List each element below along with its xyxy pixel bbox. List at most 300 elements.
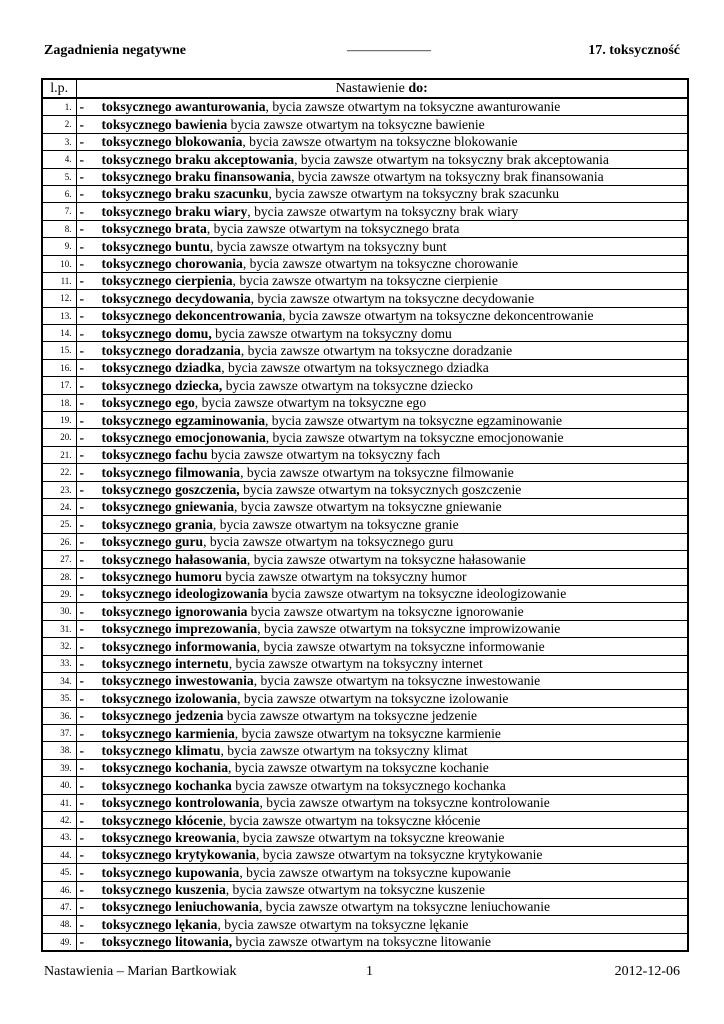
row-dash: - xyxy=(79,186,85,202)
row-entry xyxy=(76,446,688,463)
row-number: 4. xyxy=(42,151,76,168)
row-number: 45. xyxy=(42,864,76,881)
footer-author: Nastawienia – Marian Bartkowiak xyxy=(44,964,237,979)
table-row xyxy=(42,881,688,898)
row-bold-term: toksycznego brata xyxy=(101,221,207,237)
table-row xyxy=(42,116,688,133)
table-row xyxy=(42,498,688,515)
row-description: , bycia zawsze otwartym na toksycznego guru xyxy=(203,534,454,550)
row-number: 14. xyxy=(42,325,76,342)
row-number: 39. xyxy=(42,759,76,776)
row-description: , bycia zawsze otwartym na toksyczny internet xyxy=(228,655,483,671)
row-description: bycia zawsze otwartym na toksyczne ignorowanie xyxy=(247,603,524,619)
row-number: 24. xyxy=(42,498,76,515)
table-row xyxy=(42,516,688,533)
row-dash: - xyxy=(79,864,85,880)
row-entry xyxy=(76,568,688,585)
row-entry xyxy=(76,725,688,742)
row-dash: - xyxy=(79,482,85,498)
row-entry xyxy=(76,116,688,133)
row-number: 34. xyxy=(42,672,76,689)
row-dash: - xyxy=(79,725,85,741)
row-dash: - xyxy=(79,899,85,915)
column-header-attitude-prefix: Nastawienie xyxy=(335,80,409,96)
row-number: 2. xyxy=(42,116,76,133)
row-description: , bycia zawsze otwartym na toksyczne awanturowanie xyxy=(265,99,561,115)
row-dash: - xyxy=(79,777,85,793)
row-dash: - xyxy=(79,847,85,863)
table-row xyxy=(42,185,688,202)
table-row xyxy=(42,759,688,776)
table-row xyxy=(42,151,688,168)
row-number: 43. xyxy=(42,829,76,846)
row-number: 19. xyxy=(42,412,76,429)
row-number: 47. xyxy=(42,898,76,915)
row-description: , bycia zawsze otwartym na toksyczne dekoncentrowanie xyxy=(282,308,594,324)
row-bold-term: toksycznego kupowania xyxy=(101,864,240,880)
row-bold-term: toksycznego informowania xyxy=(101,638,257,654)
row-entry xyxy=(76,864,688,881)
row-description: , bycia zawsze otwartym na toksyczne lękanie xyxy=(217,916,469,932)
row-entry xyxy=(76,620,688,637)
table-row xyxy=(42,568,688,585)
header-topic-title: 17. toksyczność xyxy=(588,43,680,58)
table-row xyxy=(42,429,688,446)
row-bold-term: toksycznego gniewania xyxy=(101,499,235,515)
row-entry xyxy=(76,638,688,655)
row-number: 5. xyxy=(42,168,76,185)
row-dash: - xyxy=(79,342,85,358)
row-description: , bycia zawsze otwartym na toksyczny brak wiary xyxy=(247,203,519,219)
row-dash: - xyxy=(79,586,85,602)
row-dash: - xyxy=(79,690,85,706)
row-number: 21. xyxy=(42,446,76,463)
table-row xyxy=(42,742,688,759)
row-bold-term: toksycznego braku finansowania xyxy=(101,169,292,185)
row-bold-term: toksycznego fachu xyxy=(101,447,208,463)
row-dash: - xyxy=(79,760,85,776)
row-bold-term: toksycznego kochanka xyxy=(101,777,232,793)
row-description: , bycia zawsze otwartym na toksyczne doradzanie xyxy=(240,342,513,358)
row-description: , bycia zawsze otwartym na toksyczne kłócenie xyxy=(222,812,481,828)
table-row xyxy=(42,133,688,150)
row-description: , bycia zawsze otwartym na toksyczny brak akceptowania xyxy=(294,151,609,167)
row-description: bycia zawsze otwartym na toksyczne ideologizowanie xyxy=(268,586,567,602)
row-number: 13. xyxy=(42,307,76,324)
footer-page-number: 1 xyxy=(366,964,373,979)
row-description: bycia zawsze otwartym na toksyczny humor xyxy=(221,569,467,585)
row-dash: - xyxy=(79,308,85,324)
row-bold-term: toksycznego dekoncentrowania xyxy=(101,308,283,324)
row-number: 12. xyxy=(42,290,76,307)
table-row xyxy=(42,655,688,672)
column-header-attitude xyxy=(76,79,688,98)
row-number: 44. xyxy=(42,846,76,863)
row-description: , bycia zawsze otwartym na toksyczne kochanie xyxy=(228,760,489,776)
row-bold-term: toksycznego braku wiary xyxy=(101,203,248,219)
row-entry xyxy=(76,342,688,359)
row-entry xyxy=(76,516,688,533)
row-bold-term: toksycznego kuszenia xyxy=(101,882,226,898)
row-entry xyxy=(76,151,688,168)
table-row xyxy=(42,98,688,116)
row-dash: - xyxy=(79,742,85,758)
table-row xyxy=(42,446,688,463)
row-number: 41. xyxy=(42,794,76,811)
row-entry xyxy=(76,916,688,933)
row-bold-term: toksycznego emocjonowania xyxy=(101,429,266,445)
table-row xyxy=(42,325,688,342)
table-row xyxy=(42,812,688,829)
row-dash: - xyxy=(79,221,85,237)
row-dash: - xyxy=(79,655,85,671)
row-description: , bycia zawsze otwartym na toksyczny brak finansowania xyxy=(291,169,604,185)
row-description: , bycia zawsze otwartym na toksyczne chorowanie xyxy=(242,256,519,271)
row-dash: - xyxy=(79,429,85,445)
table-row xyxy=(42,464,688,481)
row-entry xyxy=(76,551,688,568)
row-description: , bycia zawsze otwartym na toksyczne decydowanie xyxy=(250,290,535,306)
row-bold-term: toksycznego ignorowania xyxy=(101,603,248,619)
row-dash: - xyxy=(79,377,85,393)
row-bold-term: toksycznego karmienia xyxy=(101,725,235,741)
row-description: , bycia zawsze otwartym na toksyczne kuszenie xyxy=(225,882,486,898)
row-description: , bycia zawsze otwartym na toksyczne egzaminowanie xyxy=(265,412,563,428)
row-description: bycia zawsze otwartym na toksycznego kochanka xyxy=(231,777,506,793)
table-row xyxy=(42,481,688,498)
row-bold-term: toksycznego bawienia xyxy=(101,116,228,132)
row-bold-term: toksycznego hałasowania xyxy=(101,551,247,567)
row-dash: - xyxy=(79,569,85,585)
row-entry xyxy=(76,377,688,394)
row-entry xyxy=(76,759,688,776)
row-number: 32. xyxy=(42,638,76,655)
row-description: bycia zawsze otwartym na toksyczne litowanie xyxy=(232,934,492,950)
row-dash: - xyxy=(79,464,85,480)
table-row xyxy=(42,290,688,307)
row-dash: - xyxy=(79,256,85,271)
table-row xyxy=(42,829,688,846)
row-number: 10. xyxy=(42,255,76,272)
row-dash: - xyxy=(79,238,85,254)
table-body xyxy=(42,98,688,951)
row-number: 35. xyxy=(42,690,76,707)
row-bold-term: toksycznego inwestowania xyxy=(101,673,254,689)
table-row xyxy=(42,690,688,707)
row-number: 29. xyxy=(42,585,76,602)
row-entry xyxy=(76,672,688,689)
row-description: , bycia zawsze otwartym na toksyczne cierpienie xyxy=(232,273,498,289)
row-dash: - xyxy=(79,621,85,637)
column-header-number: l.p. xyxy=(42,79,76,98)
row-description: , bycia zawsze otwartym na toksyczne filmowanie xyxy=(240,464,514,480)
row-number: 15. xyxy=(42,342,76,359)
row-description: , bycia zawsze otwartym na toksyczne granie xyxy=(212,516,459,532)
row-bold-term: toksycznego filmowania xyxy=(101,464,241,480)
row-dash: - xyxy=(79,829,85,845)
row-bold-term: toksycznego leniuchowania xyxy=(101,899,259,915)
row-number: 22. xyxy=(42,464,76,481)
row-dash: - xyxy=(79,551,85,567)
row-dash: - xyxy=(79,708,85,724)
table-row xyxy=(42,585,688,602)
page-header xyxy=(44,43,680,61)
row-dash: - xyxy=(79,516,85,532)
row-bold-term: toksycznego awanturowania xyxy=(101,99,266,115)
row-entry xyxy=(76,464,688,481)
row-description: , bycia zawsze otwartym na toksyczne informowanie xyxy=(256,638,545,654)
row-dash: - xyxy=(79,325,85,341)
row-entry xyxy=(76,238,688,255)
table-row xyxy=(42,898,688,915)
table-header-row xyxy=(42,79,688,98)
row-entry xyxy=(76,829,688,846)
row-number: 23. xyxy=(42,481,76,498)
row-bold-term: toksycznego jedzenia xyxy=(101,708,224,724)
row-entry xyxy=(76,185,688,202)
row-description: , bycia zawsze otwartym na toksyczne leniuchowanie xyxy=(258,899,551,915)
row-dash: - xyxy=(79,882,85,898)
row-entry xyxy=(76,325,688,342)
row-number: 40. xyxy=(42,777,76,794)
row-description: , bycia zawsze otwartym na toksyczne kupowanie xyxy=(239,864,511,880)
row-entry xyxy=(76,255,688,272)
row-number: 20. xyxy=(42,429,76,446)
row-entry xyxy=(76,359,688,376)
row-bold-term: toksycznego dziadka xyxy=(101,360,222,376)
row-bold-term: toksycznego klimatu xyxy=(101,742,221,758)
row-entry xyxy=(76,690,688,707)
row-number: 17. xyxy=(42,377,76,394)
row-dash: - xyxy=(79,395,85,411)
row-entry xyxy=(76,533,688,550)
row-description: , bycia zawsze otwartym na toksyczny bunt xyxy=(209,238,447,254)
row-number: 38. xyxy=(42,742,76,759)
table-row xyxy=(42,342,688,359)
table-row xyxy=(42,916,688,933)
row-dash: - xyxy=(79,934,85,950)
row-bold-term: toksycznego decydowania xyxy=(101,290,251,306)
row-entry xyxy=(76,777,688,794)
row-dash: - xyxy=(79,169,85,185)
row-dash: - xyxy=(79,99,85,115)
row-number: 48. xyxy=(42,916,76,933)
row-bold-term: toksycznego izolowania xyxy=(101,690,238,706)
header-section-title: Zagadnienia negatywne xyxy=(44,43,186,58)
row-entry xyxy=(76,133,688,150)
row-bold-term: toksycznego humoru xyxy=(101,569,222,585)
row-dash: - xyxy=(79,673,85,689)
table-row xyxy=(42,846,688,863)
row-description: bycia zawsze otwartym na toksyczny fach xyxy=(207,447,441,463)
table-row xyxy=(42,220,688,237)
row-number: 28. xyxy=(42,568,76,585)
row-entry xyxy=(76,412,688,429)
row-description: , bycia zawsze otwartym na toksyczne kreowanie xyxy=(236,829,505,845)
table-row xyxy=(42,725,688,742)
table-row xyxy=(42,638,688,655)
row-number: 42. xyxy=(42,812,76,829)
row-number: 46. xyxy=(42,881,76,898)
row-number: 9. xyxy=(42,238,76,255)
row-dash: - xyxy=(79,603,85,619)
table-row xyxy=(42,672,688,689)
table-row xyxy=(42,603,688,620)
row-bold-term: toksycznego guru xyxy=(101,534,204,550)
row-bold-term: toksycznego kłócenie xyxy=(101,812,223,828)
row-bold-term: toksycznego kreowania xyxy=(101,829,237,845)
column-header-attitude-bold: do: xyxy=(408,80,428,96)
row-number: 36. xyxy=(42,707,76,724)
row-description: , bycia zawsze otwartym na toksycznego brata xyxy=(206,221,460,237)
row-bold-term: toksycznego braku akceptowania xyxy=(101,151,295,167)
row-description: , bycia zawsze otwartym na toksyczne improwizowanie xyxy=(257,621,561,637)
row-dash: - xyxy=(79,499,85,515)
row-bold-term: toksycznego kochania xyxy=(101,760,229,776)
row-dash: - xyxy=(79,116,85,132)
row-number: 11. xyxy=(42,272,76,289)
table-row xyxy=(42,238,688,255)
table-row xyxy=(42,168,688,185)
row-entry xyxy=(76,933,688,951)
row-number: 16. xyxy=(42,359,76,376)
row-number: 3. xyxy=(42,133,76,150)
row-bold-term: toksycznego domu, xyxy=(101,325,212,341)
row-bold-term: toksycznego chorowania xyxy=(101,256,243,271)
row-bold-term: toksycznego internetu xyxy=(101,655,229,671)
row-dash: - xyxy=(79,534,85,550)
row-entry xyxy=(76,707,688,724)
row-dash: - xyxy=(79,290,85,306)
table-row xyxy=(42,551,688,568)
row-bold-term: toksycznego dziecka, xyxy=(101,377,223,393)
row-description: , bycia zawsze otwartym na toksycznego dziadka xyxy=(221,360,489,376)
row-number: 37. xyxy=(42,725,76,742)
row-dash: - xyxy=(79,795,85,811)
row-bold-term: toksycznego goszczenia, xyxy=(101,482,240,498)
row-entry xyxy=(76,272,688,289)
table-row xyxy=(42,533,688,550)
row-entry xyxy=(76,307,688,324)
table-row xyxy=(42,255,688,272)
table-row xyxy=(42,777,688,794)
row-dash: - xyxy=(79,134,85,150)
row-dash: - xyxy=(79,447,85,463)
row-description: bycia zawsze otwartym na toksyczne bawienie xyxy=(227,116,485,132)
row-description: bycia zawsze otwartym na toksyczne dziecko xyxy=(222,377,473,393)
row-dash: - xyxy=(79,812,85,828)
row-dash: - xyxy=(79,203,85,219)
row-number: 31. xyxy=(42,620,76,637)
row-bold-term: toksycznego krytykowania xyxy=(101,847,256,863)
row-entry xyxy=(76,655,688,672)
row-number: 7. xyxy=(42,203,76,220)
row-entry xyxy=(76,812,688,829)
table-row xyxy=(42,272,688,289)
row-number: 8. xyxy=(42,220,76,237)
row-number: 1. xyxy=(42,98,76,116)
row-entry xyxy=(76,394,688,411)
row-entry xyxy=(76,290,688,307)
row-description: , bycia zawsze otwartym na toksyczny brak szacunku xyxy=(268,186,560,202)
row-bold-term: toksycznego lękania xyxy=(101,916,218,932)
row-number: 25. xyxy=(42,516,76,533)
row-number: 33. xyxy=(42,655,76,672)
row-entry xyxy=(76,898,688,915)
row-description: bycia zawsze otwartym na toksyczne jedzenie xyxy=(223,708,478,724)
table-row xyxy=(42,394,688,411)
row-entry xyxy=(76,98,688,116)
row-number: 6. xyxy=(42,185,76,202)
table-row xyxy=(42,412,688,429)
row-description: , bycia zawsze otwartym na toksyczne blokowanie xyxy=(242,134,518,150)
table-row xyxy=(42,620,688,637)
row-bold-term: toksycznego ideologizowania xyxy=(101,586,269,602)
row-entry xyxy=(76,881,688,898)
row-number: 30. xyxy=(42,603,76,620)
row-dash: - xyxy=(79,412,85,428)
row-bold-term: toksycznego imprezowania xyxy=(101,621,258,637)
row-entry xyxy=(76,481,688,498)
row-dash: - xyxy=(79,638,85,654)
row-bold-term: toksycznego buntu xyxy=(101,238,210,254)
row-bold-term: toksycznego egzaminowania xyxy=(101,412,265,428)
row-number: 49. xyxy=(42,933,76,951)
row-description: , bycia zawsze otwartym na toksyczne gniewanie xyxy=(234,499,502,515)
row-description: , bycia zawsze otwartym na toksyczne hałasowanie xyxy=(246,551,526,567)
row-description: bycia zawsze otwartym na toksyczny domu xyxy=(211,325,452,341)
row-number: 18. xyxy=(42,394,76,411)
row-bold-term: toksycznego blokowania xyxy=(101,134,243,150)
row-description: , bycia zawsze otwartym na toksyczne inwestowanie xyxy=(253,673,541,689)
row-bold-term: toksycznego kontrolowania xyxy=(101,795,260,811)
table-row xyxy=(42,377,688,394)
row-bold-term: toksycznego braku szacunku xyxy=(101,186,269,202)
row-dash: - xyxy=(79,916,85,932)
table-row xyxy=(42,359,688,376)
table-row xyxy=(42,933,688,951)
row-description: , bycia zawsze otwartym na toksyczne izolowanie xyxy=(237,690,509,706)
row-number: 27. xyxy=(42,551,76,568)
row-entry xyxy=(76,603,688,620)
row-description: , bycia zawsze otwartym na toksyczne krytykowanie xyxy=(255,847,543,863)
row-bold-term: toksycznego grania xyxy=(101,516,213,532)
row-entry xyxy=(76,220,688,237)
row-description: , bycia zawsze otwartym na toksyczny klimat xyxy=(220,742,468,758)
table-row xyxy=(42,707,688,724)
row-entry xyxy=(76,203,688,220)
table-row xyxy=(42,203,688,220)
row-description: , bycia zawsze otwartym na toksyczne kontrolowanie xyxy=(259,795,550,811)
table-row xyxy=(42,864,688,881)
table-row xyxy=(42,307,688,324)
row-entry xyxy=(76,168,688,185)
row-entry xyxy=(76,794,688,811)
table-row xyxy=(42,794,688,811)
row-entry xyxy=(76,846,688,863)
row-description: , bycia zawsze otwartym na toksyczne ego xyxy=(194,395,427,411)
row-bold-term: toksycznego doradzania xyxy=(101,342,241,358)
row-entry xyxy=(76,585,688,602)
row-dash: - xyxy=(79,360,85,376)
row-bold-term: toksycznego cierpienia xyxy=(101,273,233,289)
header-divider-line: —————— xyxy=(347,43,431,58)
row-description: bycia zawsze otwartym na toksycznych goszczenie xyxy=(239,482,522,498)
row-number: 26. xyxy=(42,533,76,550)
page-footer xyxy=(44,964,680,982)
row-entry xyxy=(76,742,688,759)
row-dash: - xyxy=(79,273,85,289)
